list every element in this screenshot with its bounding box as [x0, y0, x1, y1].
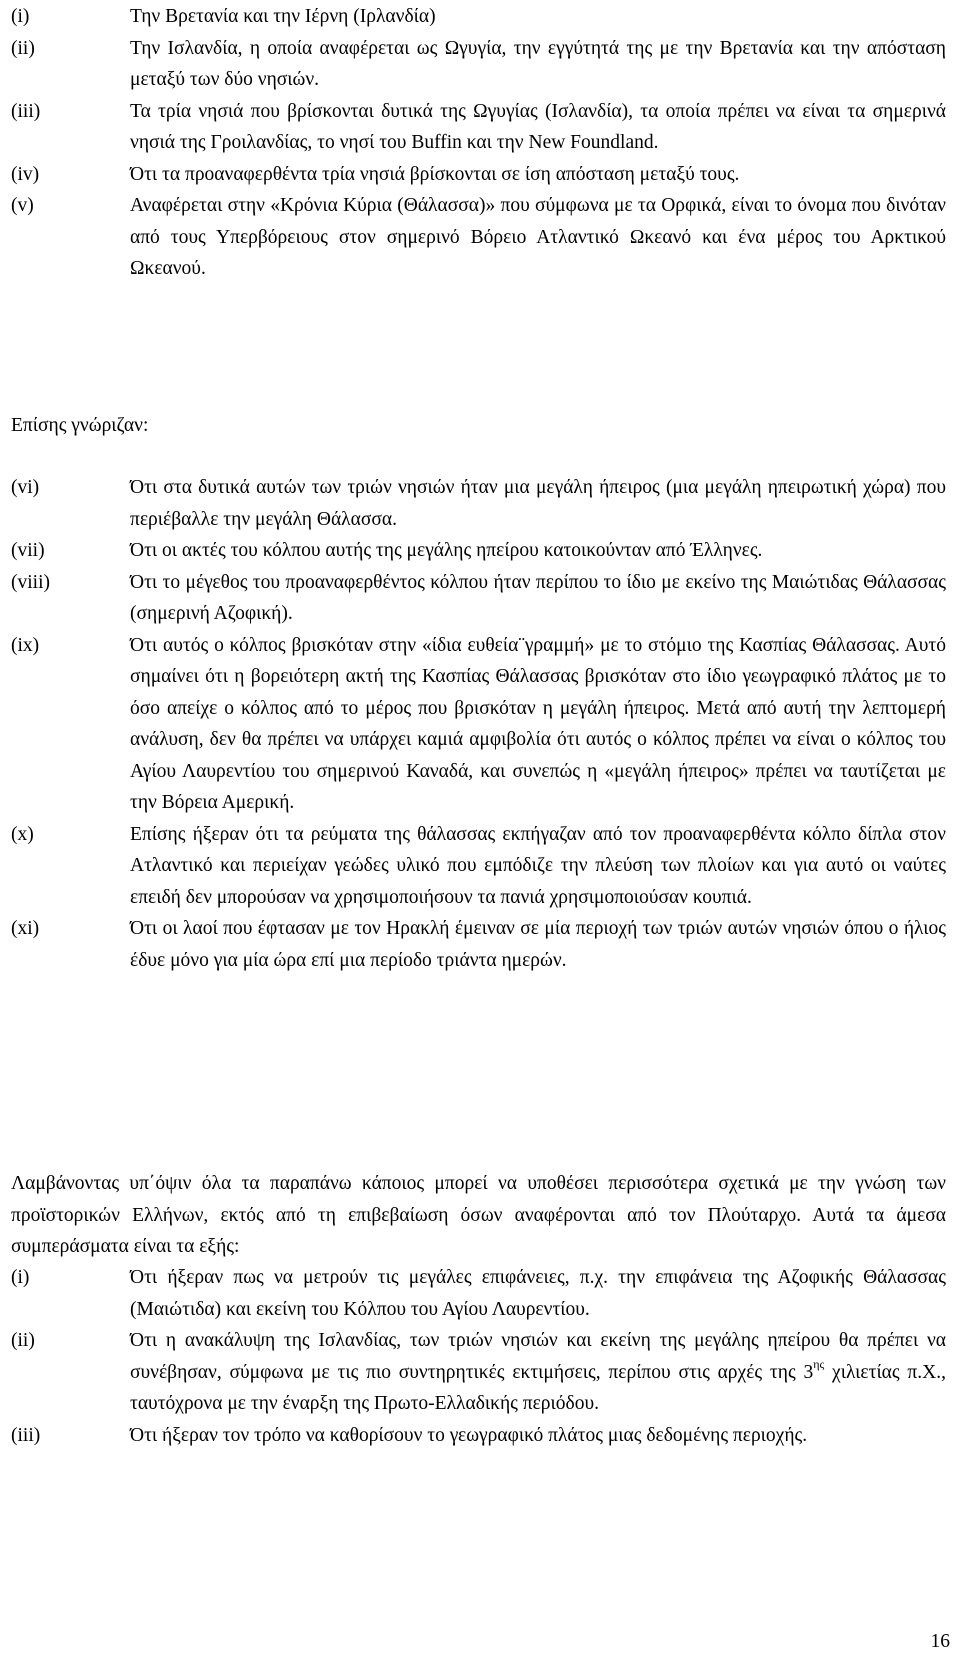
- list-item: [11, 819, 946, 914]
- page-number: 16: [930, 1631, 950, 1652]
- item-number: (iv): [11, 163, 40, 185]
- item-number: (iii): [11, 100, 41, 122]
- list-item: [11, 96, 946, 159]
- item-text: [130, 1330, 946, 1414]
- item-text: Επίσης ήξεραν ότι τα ρεύματα της θάλασσας εκπήγαζαν από τον προαναφερθέντα κόλπο δίπλα στον Ατλαντικό και περιείχαν γεώδες υλικό που εμπόδιζε την πλεύση των πλοίων και για αυτό οι ναύτες επειδή δεν μπορούσαν να χρησιμοποιήσουν τα πανιά χρησιμοποιούσαν κουπιά.: [130, 823, 946, 908]
- section-heading: Επίσης γνώριζαν:: [11, 415, 149, 436]
- item-number: (v): [11, 195, 34, 216]
- list-item: [11, 159, 946, 191]
- item-number: (vii): [11, 540, 45, 561]
- list-item: [11, 630, 946, 819]
- list-item: [11, 1325, 946, 1420]
- item-text-part: χιλιετίας π.Χ., ταυτόχρονα με την έναρξη της Πρωτο-Ελλαδικής περιόδου.: [130, 1361, 946, 1414]
- item-text: Ότι τα προαναφερθέντα τρία νησιά βρίσκονται σε ίση απόσταση μεταξύ τους.: [130, 163, 740, 185]
- item-text: Ότι ήξεραν πως να μετρούν τις μεγάλες επιφάνειες, π.χ. την επιφάνεια της Αζοφικής Θάλασσας (Μαιώτιδα) και εκείνη του Κόλπου του Αγίου Λαυρεντίου.: [130, 1267, 946, 1320]
- list-item: [11, 33, 946, 96]
- item-text: Τα τρία νησιά που βρίσκονται δυτικά της Ωγυγίας (Ισλανδία), τα οποία πρέπει να είναι τα σημερινά νησιά της Γροιλανδίας, το νησί του Buffin και την New Foundland.: [130, 100, 946, 153]
- conclusions-list: [11, 1262, 946, 1451]
- list-item: [11, 535, 946, 567]
- list-item: [11, 472, 946, 535]
- item-text-part: Ότι η ανακάλυψη της Ισλανδίας, των τριών νησιών και εκείνη της μεγάλης ηπείρου θα πρέπει να συνέβησαν, σύμφωνα με τις πιο συντηρητικές εκτιμήσεις, περίπου στις αρχές της 3: [130, 1330, 946, 1383]
- item-text: Ότι το μέγεθος του προαναφερθέντος κόλπου ήταν περίπου το ίδιο με εκείνο της Μαιώτιδας Θάλασσας (σημερινή Αζοφική).: [130, 571, 946, 624]
- list-item: [11, 567, 946, 630]
- item-number: (vi): [11, 477, 40, 498]
- item-number: (iii): [11, 1424, 41, 1446]
- item-number: (xi): [11, 918, 40, 939]
- item-text: Αναφέρεται στην «Κρόνια Κύρια (Θάλασσα)» που σύμφωνα με τα Ορφικά, είναι το όνομα που δινόταν από τους Υπερβόρειους στον σημερινό Βόρειο Ατλαντικό Ωκεανό και ένα μέρος του Αρκτικού Ωκεανού.: [130, 195, 946, 279]
- item-number: (x): [11, 823, 34, 845]
- item-text: Ότι στα δυτικά αυτών των τριών νησιών ήταν μια μεγάλη ήπειρος (μια μεγάλη ηπειρωτική χώρα) που περιέβαλλε την μεγάλη Θάλασσα.: [130, 477, 946, 530]
- superscript-suffix: ης: [813, 1357, 825, 1371]
- item-number: (ix): [11, 634, 40, 656]
- known-facts-list: [11, 472, 946, 976]
- item-text: Την Ισλανδία, η οποία αναφέρεται ως Ωγυγία, την εγγύτητά της με την Βρετανία και την απόσταση μεταξύ των δύο νησιών.: [130, 37, 946, 90]
- list-item: [11, 1420, 946, 1452]
- known-places-list: [11, 1, 946, 285]
- item-number: (viii): [11, 571, 50, 593]
- list-item: [11, 190, 946, 285]
- summary-paragraph: Λαμβάνοντας υπ΄όψιν όλα τα παραπάνω κάποιος μπορεί να υποθέσει περισσότερα σχετικά με την γνώση των προϊστορικών Ελλήνων, εκτός από τη επιβεβαίωση όσων αναφέρονται από τον Πλούταρχο. Αυτά τα άμεσα συμπεράσματα είναι τα εξής:: [11, 1173, 946, 1257]
- item-number: (i): [11, 1267, 30, 1288]
- item-number: (ii): [11, 37, 35, 59]
- item-text: Την Βρετανία και την Ιέρνη (Ιρλανδία): [130, 6, 436, 27]
- item-text: Ότι οι ακτές του κόλπου αυτής της μεγάλης ηπείρου κατοικούνταν από Έλληνες.: [130, 540, 763, 561]
- item-text: Ότι ήξεραν τον τρόπο να καθορίσουν το γεωγραφικό πλάτος μιας δεδομένης περιοχής.: [130, 1424, 808, 1446]
- item-number: (i): [11, 6, 30, 27]
- list-item: [11, 913, 946, 976]
- item-text: Ότι οι λαοί που έφτασαν με τον Ηρακλή έμειναν σε μία περιοχή των τριών αυτών νησιών όπου ο ήλιος έδυε μόνο για μία ώρα επί μια περίοδο τριάντα ημερών.: [130, 918, 946, 971]
- list-item: [11, 1, 946, 33]
- item-text: Ότι αυτός ο κόλπος βρισκόταν στην «ίδια ευθεία¨γραμμή» με το στόμιο της Κασπίας Θάλασσας. Αυτό σημαίνει ότι η βορειότερη ακτή της Κασπίας Θάλασσας βρισκόταν στο ίδιο γεωγραφικό πλάτος με το όσο απείχε ο κόλπος από το μέρος που βρισκόταν η μεγάλη ήπειρος. Μετά από αυτή την λεπτομερή ανάλυση, δεν θα πρέπει να υπάρχει καμιά αμφιβολία ότι αυτός ο κόλπος πρέπει να είναι ο κόλπος του Αγίου Λαυρεντίου του σημερινού Καναδά, και συνεπώς η «μεγάλη ήπειρος» πρέπει να ταυτίζεται με την Βόρεια Αμερική.: [130, 634, 946, 813]
- list-item: [11, 1262, 946, 1325]
- item-number: (ii): [11, 1330, 35, 1351]
